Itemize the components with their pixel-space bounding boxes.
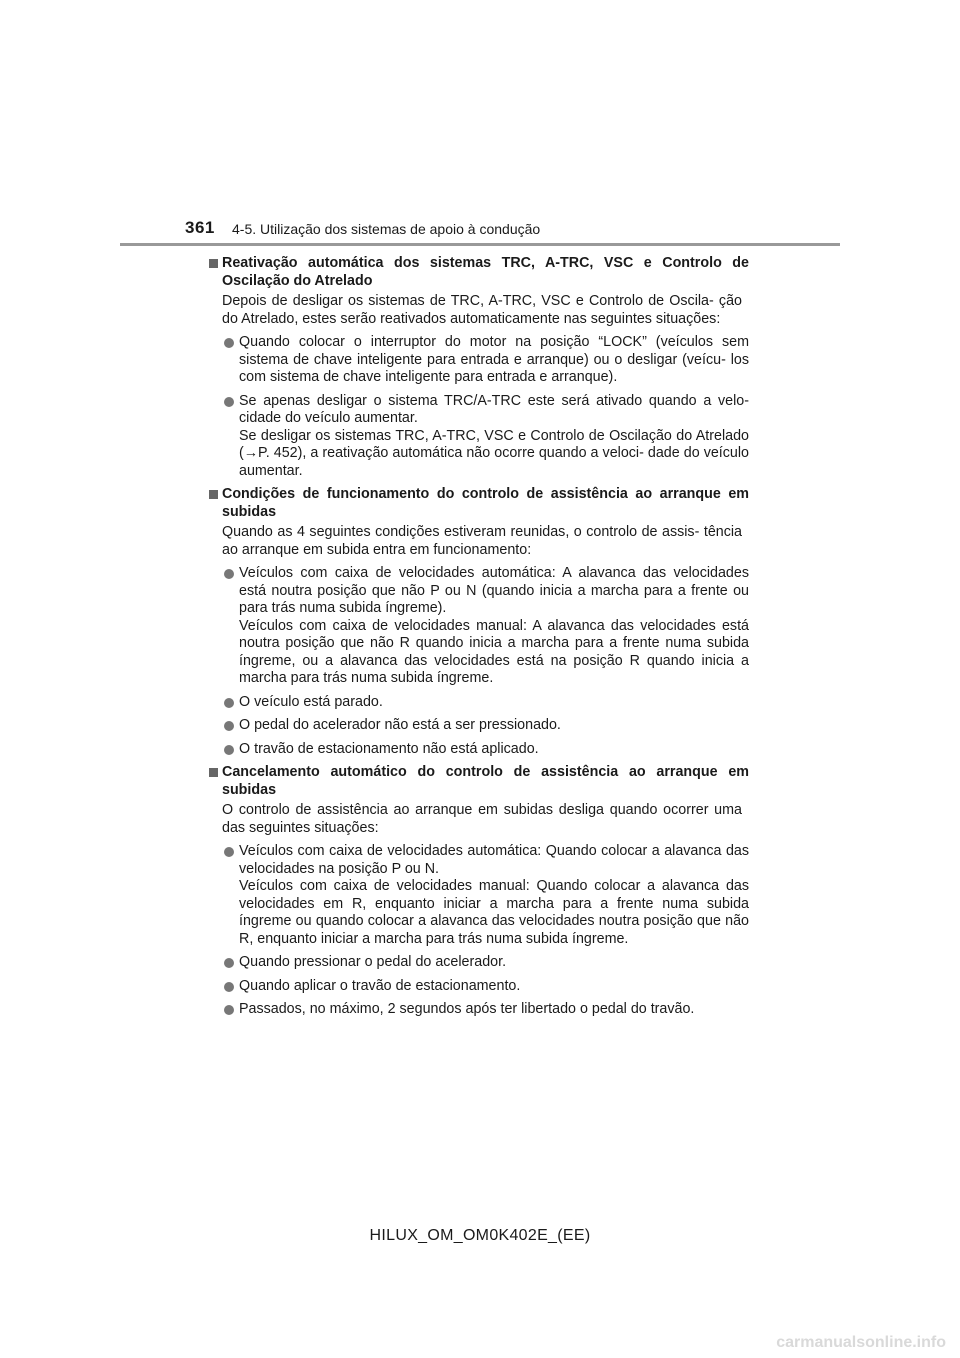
manual-code: HILUX_OM_OM0K402E_(EE) <box>369 1227 591 1244</box>
heading-text: Reativação automática dos sistemas TRC, A-TRC, VSC e Controlo de Oscilação do Atrelado <box>222 255 749 289</box>
bullet-text: Veículos com caixa de velocidades automática: A alavanca das velocidades está noutra posição que não P ou N (quando inicia a marcha para a frente ou para trás numa subida íngreme). <box>239 565 749 616</box>
section-intro: Depois de desligar os sistemas de TRC, A-TRC, VSC e Controlo de Oscila- ção do Atrelado, estes serão reativados automaticamente nas seguintes situações: <box>222 293 742 327</box>
list-item <box>222 1001 749 1019</box>
list-item <box>222 954 749 972</box>
bullet-text: Quando aplicar o travão de estacionamento. <box>239 977 521 994</box>
list-item <box>222 565 749 688</box>
bullet-text: O pedal do acelerador não está a ser pressionado. <box>239 717 561 733</box>
circle-bullet-icon <box>224 847 234 857</box>
list-item <box>222 694 749 712</box>
circle-bullet-icon <box>224 1005 234 1015</box>
section-hill-start-cancel <box>209 764 749 1019</box>
bullet-text: O veículo está parado. <box>239 693 383 710</box>
list-item <box>222 978 749 996</box>
list-item <box>222 393 749 481</box>
heading-text: Condições de funcionamento do controlo de assistência ao arranque em subidas <box>222 486 749 520</box>
circle-bullet-icon <box>224 958 234 968</box>
section-reactivation <box>209 255 749 480</box>
circle-bullet-icon <box>224 338 234 348</box>
section-hill-start-conditions <box>209 486 749 758</box>
section-title: 4-5. Utilização dos sistemas de apoio à condução <box>232 221 541 237</box>
watermark: carmanualsonline.info <box>776 1334 946 1351</box>
circle-bullet-icon <box>224 698 234 708</box>
main-content <box>209 255 749 1025</box>
list-item <box>222 717 749 735</box>
circle-bullet-icon <box>224 745 234 755</box>
section-intro: Quando as 4 seguintes condições estiveram reunidas, o controlo de assis- tência ao arranque em subida entra em funcionamento: <box>222 524 742 558</box>
circle-bullet-icon <box>224 982 234 992</box>
section-intro: O controlo de assistência ao arranque em subidas desliga quando ocorrer uma das seguintes situações: <box>222 802 742 836</box>
bullet-text: Se apenas desligar o sistema TRC/A-TRC este será ativado quando a velo- cidade do veículo aumentar. <box>239 392 749 426</box>
list-item <box>222 741 749 759</box>
heading-text: Cancelamento automático do controlo de assistência ao arranque em subidas <box>222 764 749 798</box>
bullet-text: Passados, no máximo, 2 segundos após ter libertado o pedal do travão. <box>239 1001 695 1017</box>
page-number: 361 <box>185 218 215 237</box>
section-heading <box>209 486 749 521</box>
circle-bullet-icon <box>224 721 234 731</box>
square-bullet-icon <box>209 259 218 268</box>
header-rule <box>120 243 840 246</box>
bullet-text: Veículos com caixa de velocidades automática: Quando colocar a alavanca das velocidades na posição P ou N. <box>239 843 749 877</box>
circle-bullet-icon <box>224 569 234 579</box>
list-item <box>222 843 749 948</box>
bullet-text: Veículos com caixa de velocidades manual: Quando colocar a alavanca das velocidades em R, enquanto iniciar a marcha para a frente numa subida íngreme ou quando colocar a alavanca das velocidades noutra posição que não R, enquanto iniciar a marcha para trás numa subida íngreme. <box>239 878 749 947</box>
list-item <box>222 334 749 387</box>
bullet-text: O travão de estacionamento não está aplicado. <box>239 740 539 757</box>
square-bullet-icon <box>209 490 218 499</box>
square-bullet-icon <box>209 768 218 777</box>
bullet-text: Quando pressionar o pedal do acelerador. <box>239 954 507 970</box>
bullet-text: Veículos com caixa de velocidades manual: A alavanca das velocidades está noutra posição que não R quando inicia a marcha para a frente numa subida íngreme, ou a alavanca das velocidades está na posição R quando inicia a marcha para trás numa subida íngreme. <box>239 617 749 686</box>
section-heading <box>209 764 749 799</box>
circle-bullet-icon <box>224 397 234 407</box>
bullet-text: Se desligar os sistemas TRC, A-TRC, VSC e Controlo de Oscilação do Atrelado (→P. 452), a reativação automática não ocorre quando a veloci- dade do veículo aumentar. <box>239 427 749 479</box>
section-heading <box>209 255 749 290</box>
bullet-text: Quando colocar o interruptor do motor na posição “LOCK” (veículos sem sistema de chave inteligente para entrada e arranque) ou o desligar (veícu- los com sistema de chave inteligente para entrada e arranque). <box>239 334 749 385</box>
